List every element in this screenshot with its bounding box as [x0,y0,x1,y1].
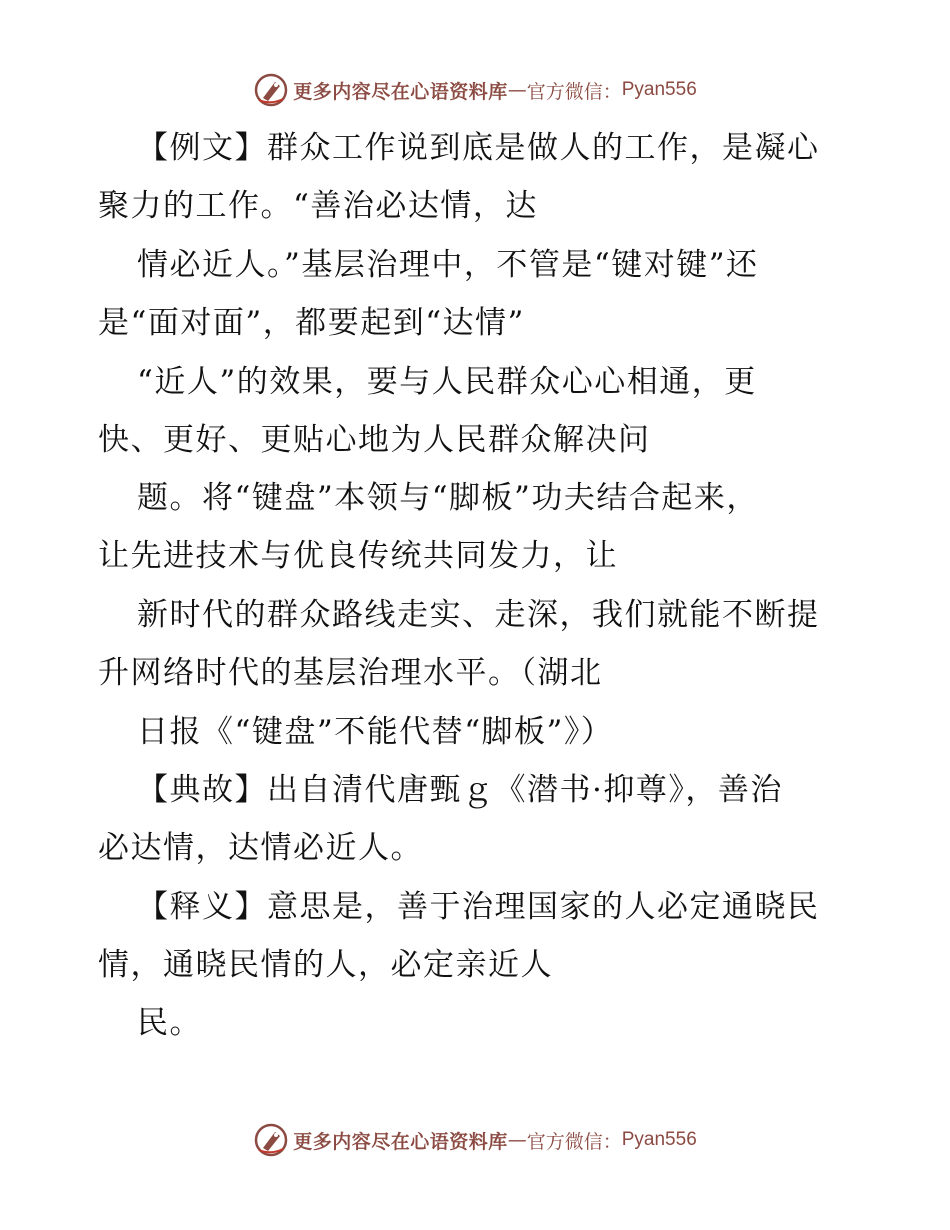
pen-nib-logo-icon [253,1122,289,1158]
text-line: 让先进技术与优良传统共同发力，让 [98,538,618,574]
text-line: 情，通晓民情的人，必定亲近人 [98,947,553,983]
wechat-handle: Pyan556 [621,79,697,100]
text-line: “近人”的效果，要与人民群众心心相通，更 [137,364,757,400]
footer-banner [0,1120,950,1160]
text-line: 升网络时代的基层治理水平。（湖北 [98,655,603,691]
text-line: 聚力的工作。“善治必达情，达 [98,188,538,224]
text-line: 新时代的群众路线走实、走深，我们就能不断提 [137,597,820,633]
promo-text: 更多内容尽在心语资料库 [293,1130,508,1153]
pen-nib-logo-icon [253,72,289,108]
separator-dash: — [507,79,527,101]
wechat-label: 官方微信： [526,1130,622,1153]
text-line: 情必近人。”基层治理中，不管是“键对键”还 [137,247,759,283]
header-banner [0,70,950,110]
text-line: 民。 [137,1005,202,1041]
text-line: 题。将“键盘”本领与“脚板”功夫结合起来， [137,480,759,516]
text-line: 【典故】出自清代唐甄ｇ《潜书·抑尊》，善治 [137,772,783,808]
separator-dash: — [507,1129,527,1151]
text-line: 【例文】群众工作说到底是做人的工作，是凝心 [137,130,820,166]
wechat-label: 官方微信： [526,80,622,103]
text-line: 快、更好、更贴心地为人民群众解决问 [98,422,651,458]
promo-text: 更多内容尽在心语资料库 [293,80,508,103]
text-line: 必达情，达情必近人。 [98,830,423,866]
text-line: 【释义】意思是，善于治理国家的人必定通晓民 [137,889,820,925]
text-line: 是“面对面”，都要起到“达情” [98,305,525,341]
text-line: 日报《“键盘”不能代替“脚板”》） [137,714,614,750]
wechat-handle: Pyan556 [621,1129,697,1150]
